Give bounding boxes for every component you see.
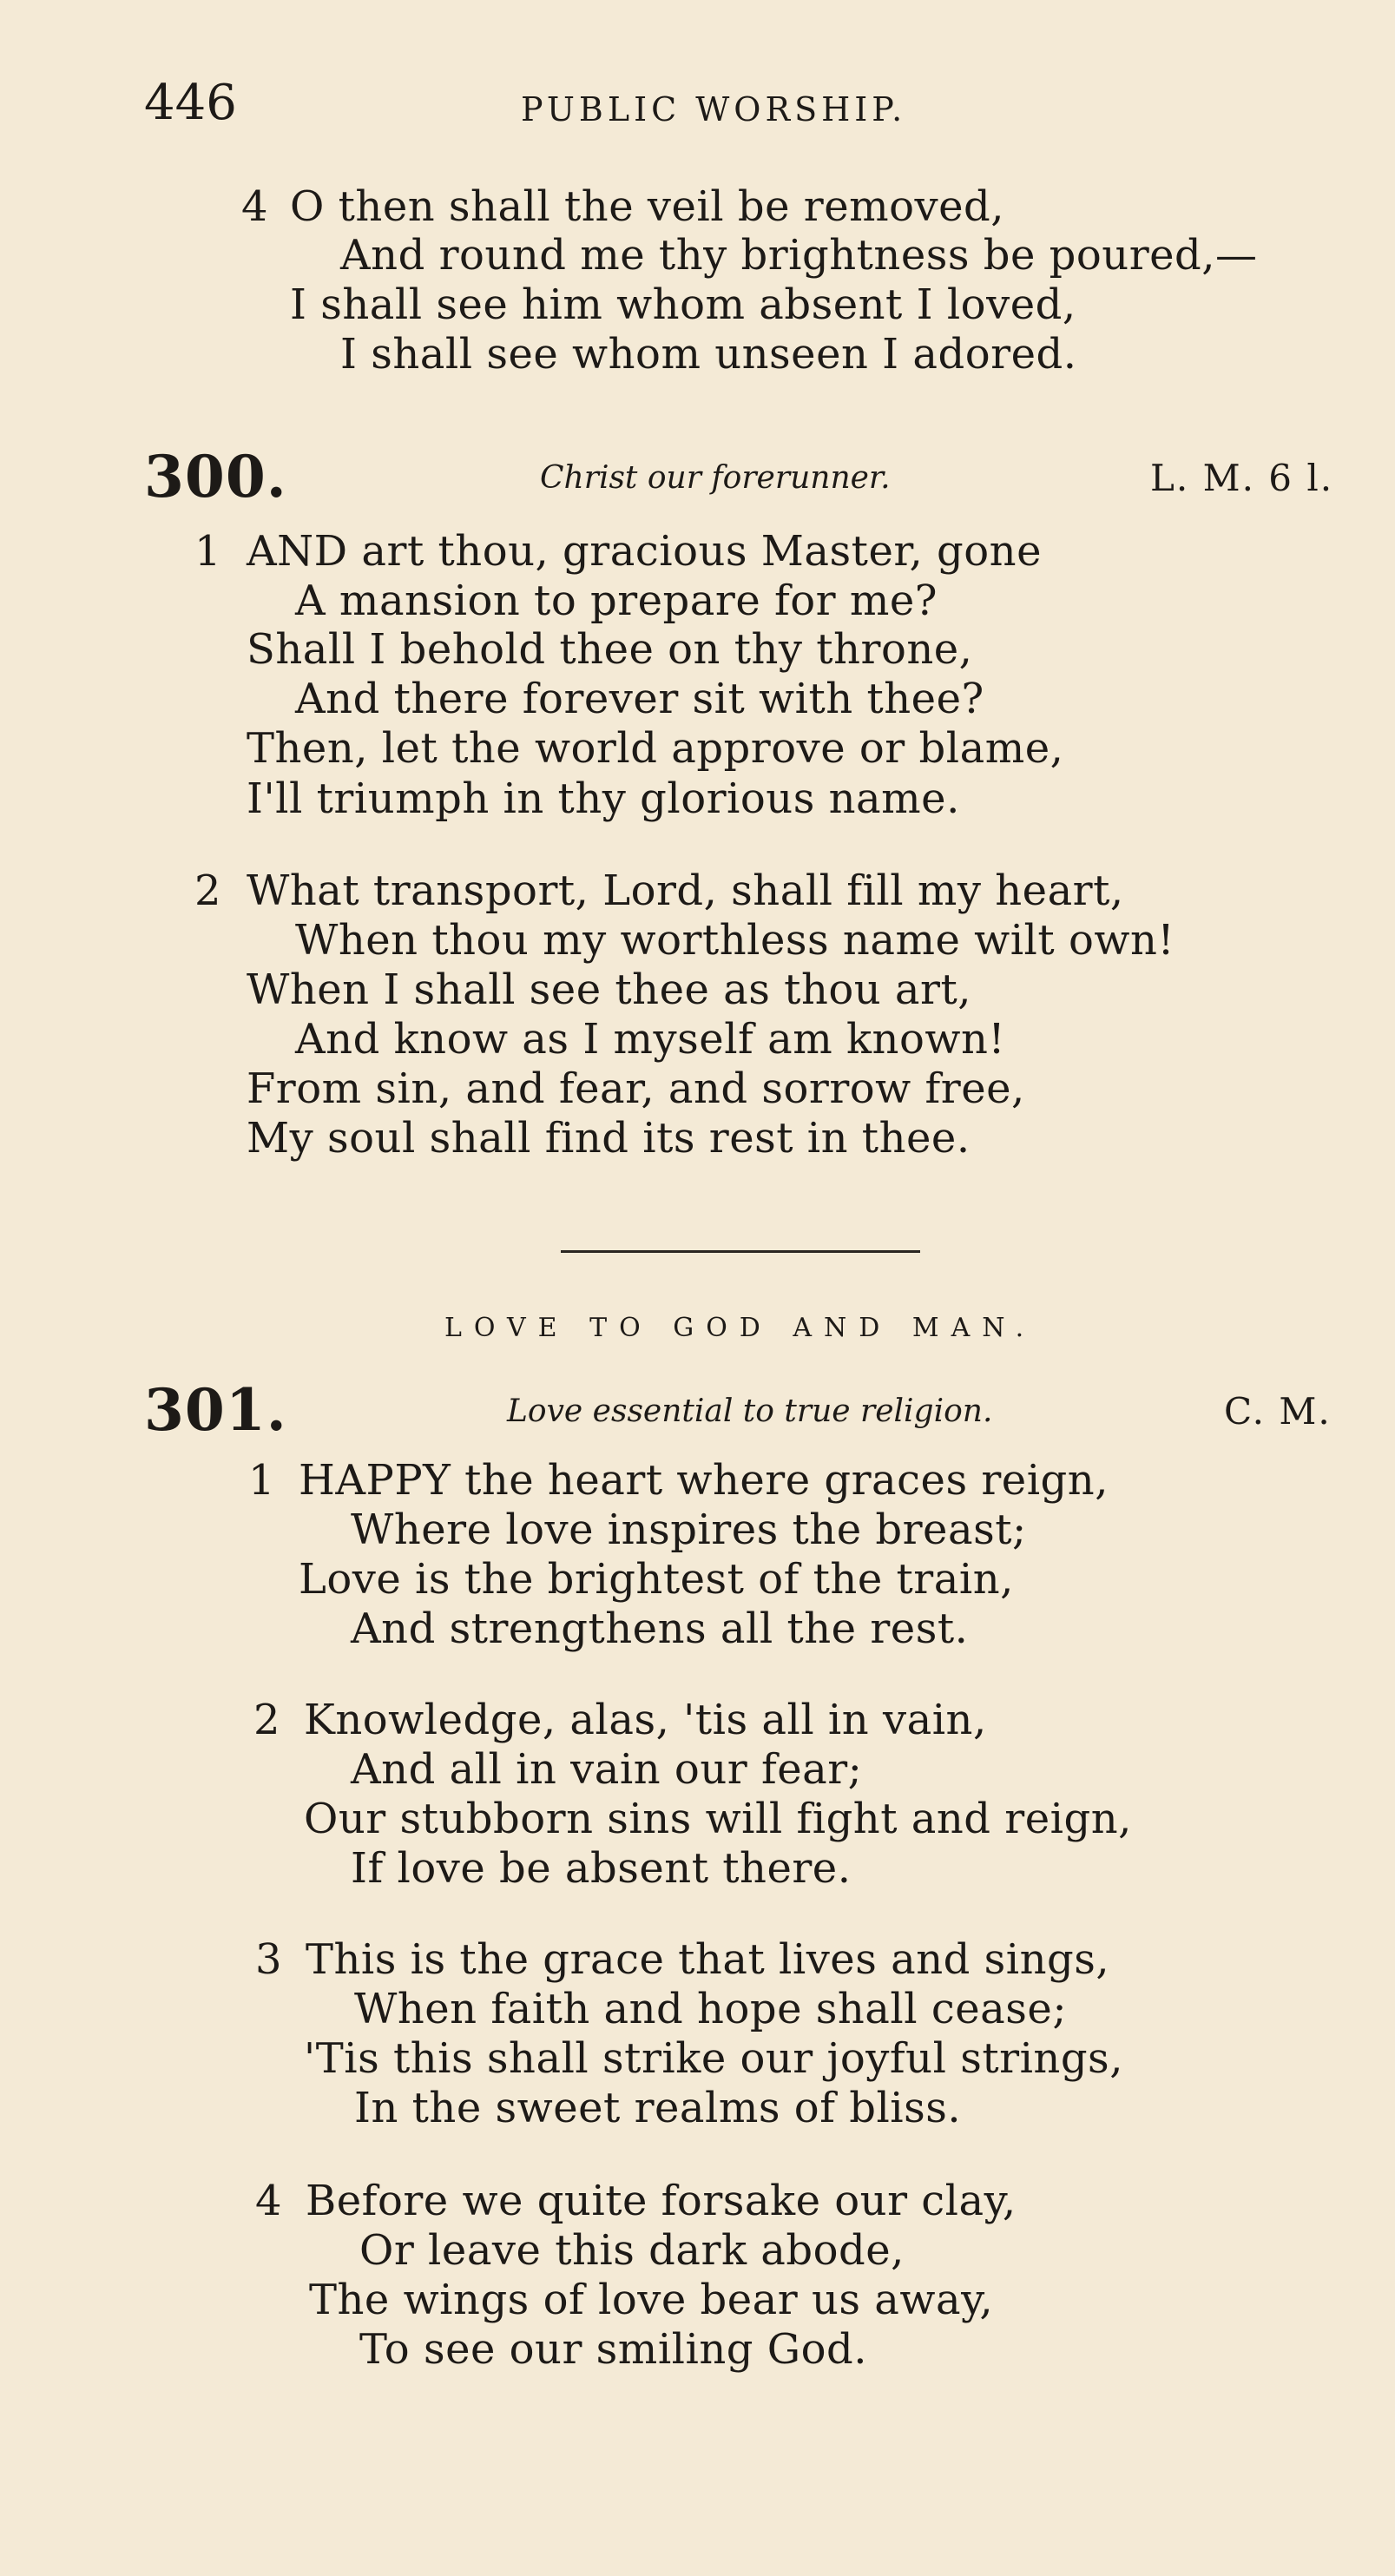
section-divider — [561, 1250, 920, 1253]
section-heading: LOVE TO GOD AND MAN. — [444, 1313, 1036, 1343]
hymn-title: Christ our forerunner. — [540, 460, 891, 496]
hymn-number: 300. — [144, 443, 287, 511]
verse-line: My soul shall find its rest in thee. — [247, 1114, 971, 1163]
verse-line: When thou my worthless name wilt own! — [295, 916, 1175, 965]
verse-line: When faith and hope shall cease; — [354, 1985, 1067, 2033]
verse-line: If love be absent there. — [351, 1844, 852, 1893]
verse-line: Shall I behold thee on thy throne, — [247, 625, 973, 674]
verse-line: A mansion to prepare for me? — [295, 576, 938, 625]
hymn-title: Love essential to true religion. — [507, 1393, 993, 1429]
hymn-number: 301. — [144, 1376, 287, 1444]
verse-line: Knowledge, alas, 'tis all in vain, — [304, 1696, 987, 1744]
stanza-number: 4 — [255, 2177, 283, 2225]
verse-line: And there forever sit with thee? — [295, 675, 984, 723]
verse-line: What transport, Lord, shall fill my heart, — [247, 866, 1124, 915]
hymn-meter: L. M. 6 l. — [1150, 457, 1334, 499]
verse-line: Our stubborn sins will fight and reign, — [304, 1795, 1132, 1843]
verse-line: I'll triumph in thy glorious name. — [247, 774, 960, 823]
verse-line: From sin, and fear, and sorrow free, — [247, 1064, 1025, 1113]
verse-line: I shall see whom unseen I adored. — [340, 330, 1077, 379]
verse-line: And round me thy brightness be poured,— — [340, 231, 1258, 280]
stanza-number: 1 — [194, 527, 222, 576]
verse-line: To see our smiling God. — [359, 2325, 867, 2374]
verse-line: Then, let the world approve or blame, — [247, 724, 1064, 773]
stanza-number: 3 — [255, 1935, 283, 1984]
stanza-number: 2 — [194, 866, 222, 915]
verse-line: The wings of love bear us away, — [309, 2276, 994, 2324]
verse-line: And strengthens all the rest. — [351, 1604, 969, 1653]
verse-line: Or leave this dark abode, — [359, 2226, 905, 2275]
stanza-number: 4 — [241, 182, 269, 231]
verse-line: AND art thou, gracious Master, gone — [247, 527, 1042, 576]
verse-line: This is the grace that lives and sings, — [306, 1935, 1110, 1984]
verse-line: In the sweet realms of bliss. — [354, 2084, 962, 2132]
verse-line: Love is the brightest of the train, — [299, 1555, 1014, 1604]
page-number: 446 — [144, 75, 237, 131]
hymn-meter: C. M. — [1224, 1390, 1332, 1433]
running-title: PUBLIC WORSHIP. — [521, 90, 907, 128]
verse-line: 'Tis this shall strike our joyful strings, — [304, 2034, 1123, 2083]
verse-line: When I shall see thee as thou art, — [247, 965, 972, 1014]
verse-line: And all in vain our fear; — [351, 1745, 863, 1794]
verse-line: Before we quite forsake our clay, — [306, 2177, 1017, 2225]
verse-line: Where love inspires the breast; — [351, 1505, 1027, 1554]
verse-line: And know as I myself am known! — [295, 1015, 1006, 1064]
verse-line: I shall see him whom absent I loved, — [290, 280, 1076, 329]
verse-line: HAPPY the heart where graces reign, — [299, 1456, 1109, 1505]
stanza-number: 1 — [248, 1456, 276, 1505]
verse-line: O then shall the veil be removed, — [290, 182, 1005, 231]
stanza-number: 2 — [253, 1696, 281, 1744]
